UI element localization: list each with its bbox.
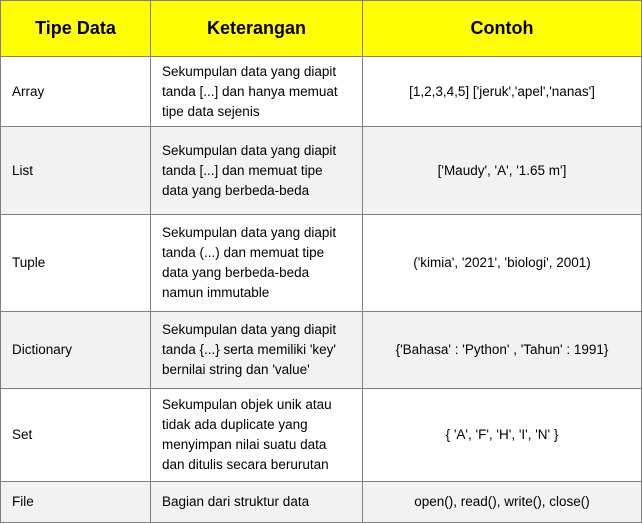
description-line: bernilai string dan 'value' <box>162 362 310 377</box>
description-line: tanda [...] dan memuat tipe <box>162 162 323 178</box>
table-row <box>1 312 642 389</box>
cell-example: open(), read(), write(), close() <box>363 482 642 523</box>
description-line: menyimpan nilai suatu data <box>162 437 327 452</box>
cell-type: Array <box>1 57 151 127</box>
cell-type: Dictionary <box>1 312 151 389</box>
description-line: tanda {...} serta memiliki 'key' <box>162 342 336 357</box>
cell-description <box>151 127 363 215</box>
description-line: tipe data sejenis <box>162 103 260 119</box>
cell-description <box>151 57 363 127</box>
cell-type: List <box>1 127 151 215</box>
cell-example: ['Maudy', 'A', '1.65 m'] <box>363 127 642 215</box>
cell-type: Set <box>1 389 151 482</box>
table-row <box>1 127 642 215</box>
description-line: tanda [...] dan hanya memuat <box>162 83 338 99</box>
cell-example: {'Bahasa' : 'Python' , 'Tahun' : 1991} <box>363 312 642 389</box>
description-line: Sekumpulan data yang diapit <box>162 63 337 79</box>
cell-type: Tuple <box>1 215 151 312</box>
description-line: dan ditulis secara berurutan <box>162 457 329 472</box>
table-row <box>1 482 642 523</box>
description-line: Sekumpulan data yang diapit <box>162 142 337 158</box>
header-description: Keterangan <box>151 1 363 57</box>
table-row <box>1 389 642 482</box>
cell-example: { 'A', 'F', 'H', 'I', 'N' } <box>363 389 642 482</box>
cell-type: File <box>1 482 151 523</box>
header-row <box>1 1 642 57</box>
description-line: data yang berbeda-beda <box>162 265 310 280</box>
table-row <box>1 57 642 127</box>
description-line: Bagian dari struktur data <box>162 494 310 509</box>
cell-description <box>151 312 363 389</box>
description-line: namun immutable <box>162 285 270 300</box>
description-line: tanda (...) dan memuat tipe <box>162 245 325 260</box>
cell-description <box>151 389 363 482</box>
cell-example: [1,2,3,4,5] ['jeruk','apel','nanas'] <box>363 57 642 127</box>
description-line: data yang berbeda-beda <box>162 182 310 198</box>
header-example: Contoh <box>363 1 642 57</box>
cell-example: ('kimia', '2021', 'biologi', 2001) <box>363 215 642 312</box>
header-type: Tipe Data <box>1 1 151 57</box>
table-row <box>1 215 642 312</box>
cell-description <box>151 482 363 523</box>
cell-description <box>151 215 363 312</box>
description-line: Sekumpulan data yang diapit <box>162 322 337 337</box>
description-line: Sekumpulan objek unik atau <box>162 397 332 412</box>
description-line: tidak ada duplicate yang <box>162 417 308 432</box>
description-line: Sekumpulan data yang diapit <box>162 225 337 240</box>
